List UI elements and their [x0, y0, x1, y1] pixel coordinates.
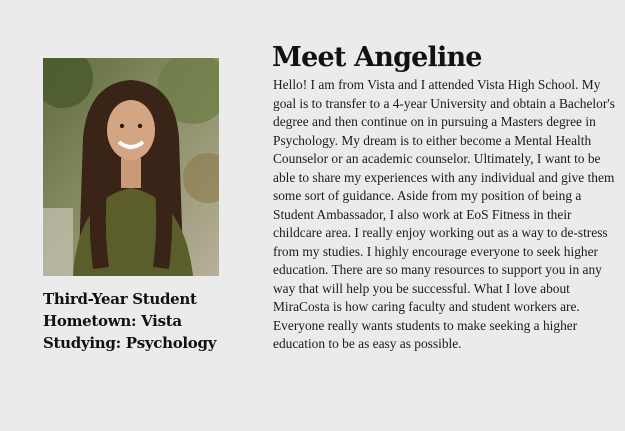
student-year: Third-Year Student: [43, 290, 197, 308]
student-hometown: Hometown: Vista: [43, 312, 182, 330]
bio-paragraph: Hello! I am from Vista and I attended Vista High School. My goal is to transfer to a 4-year University and obtain a Bachelor's degree and then continue on in pursuing a Masters degree in Psychology. My dream is to either become a Mental Health Counselor or an academic counselor. Ultimately, I want to be able to share my experiences with any individual and give them some sort of guidance. Aside from my position of being a Student Ambassador, I also work at EoS Fitness in their childcare area. I really enjoy working out as a way to de-stress from my studies. I highly encourage everyone to seek higher education. There are so many resources to support you in any way that will help you be successful. What I love about MiraCosta is how caring faculty and student workers are. Everyone really wants students to make seeking a higher education to be as easy as possible.: [273, 77, 615, 351]
student-facts: [43, 288, 253, 354]
profile-photo-illustration: [43, 58, 219, 276]
student-major: Studying: Psychology: [43, 334, 217, 352]
profile-photo: [43, 58, 219, 276]
page-title: Meet Angeline: [272, 42, 482, 73]
